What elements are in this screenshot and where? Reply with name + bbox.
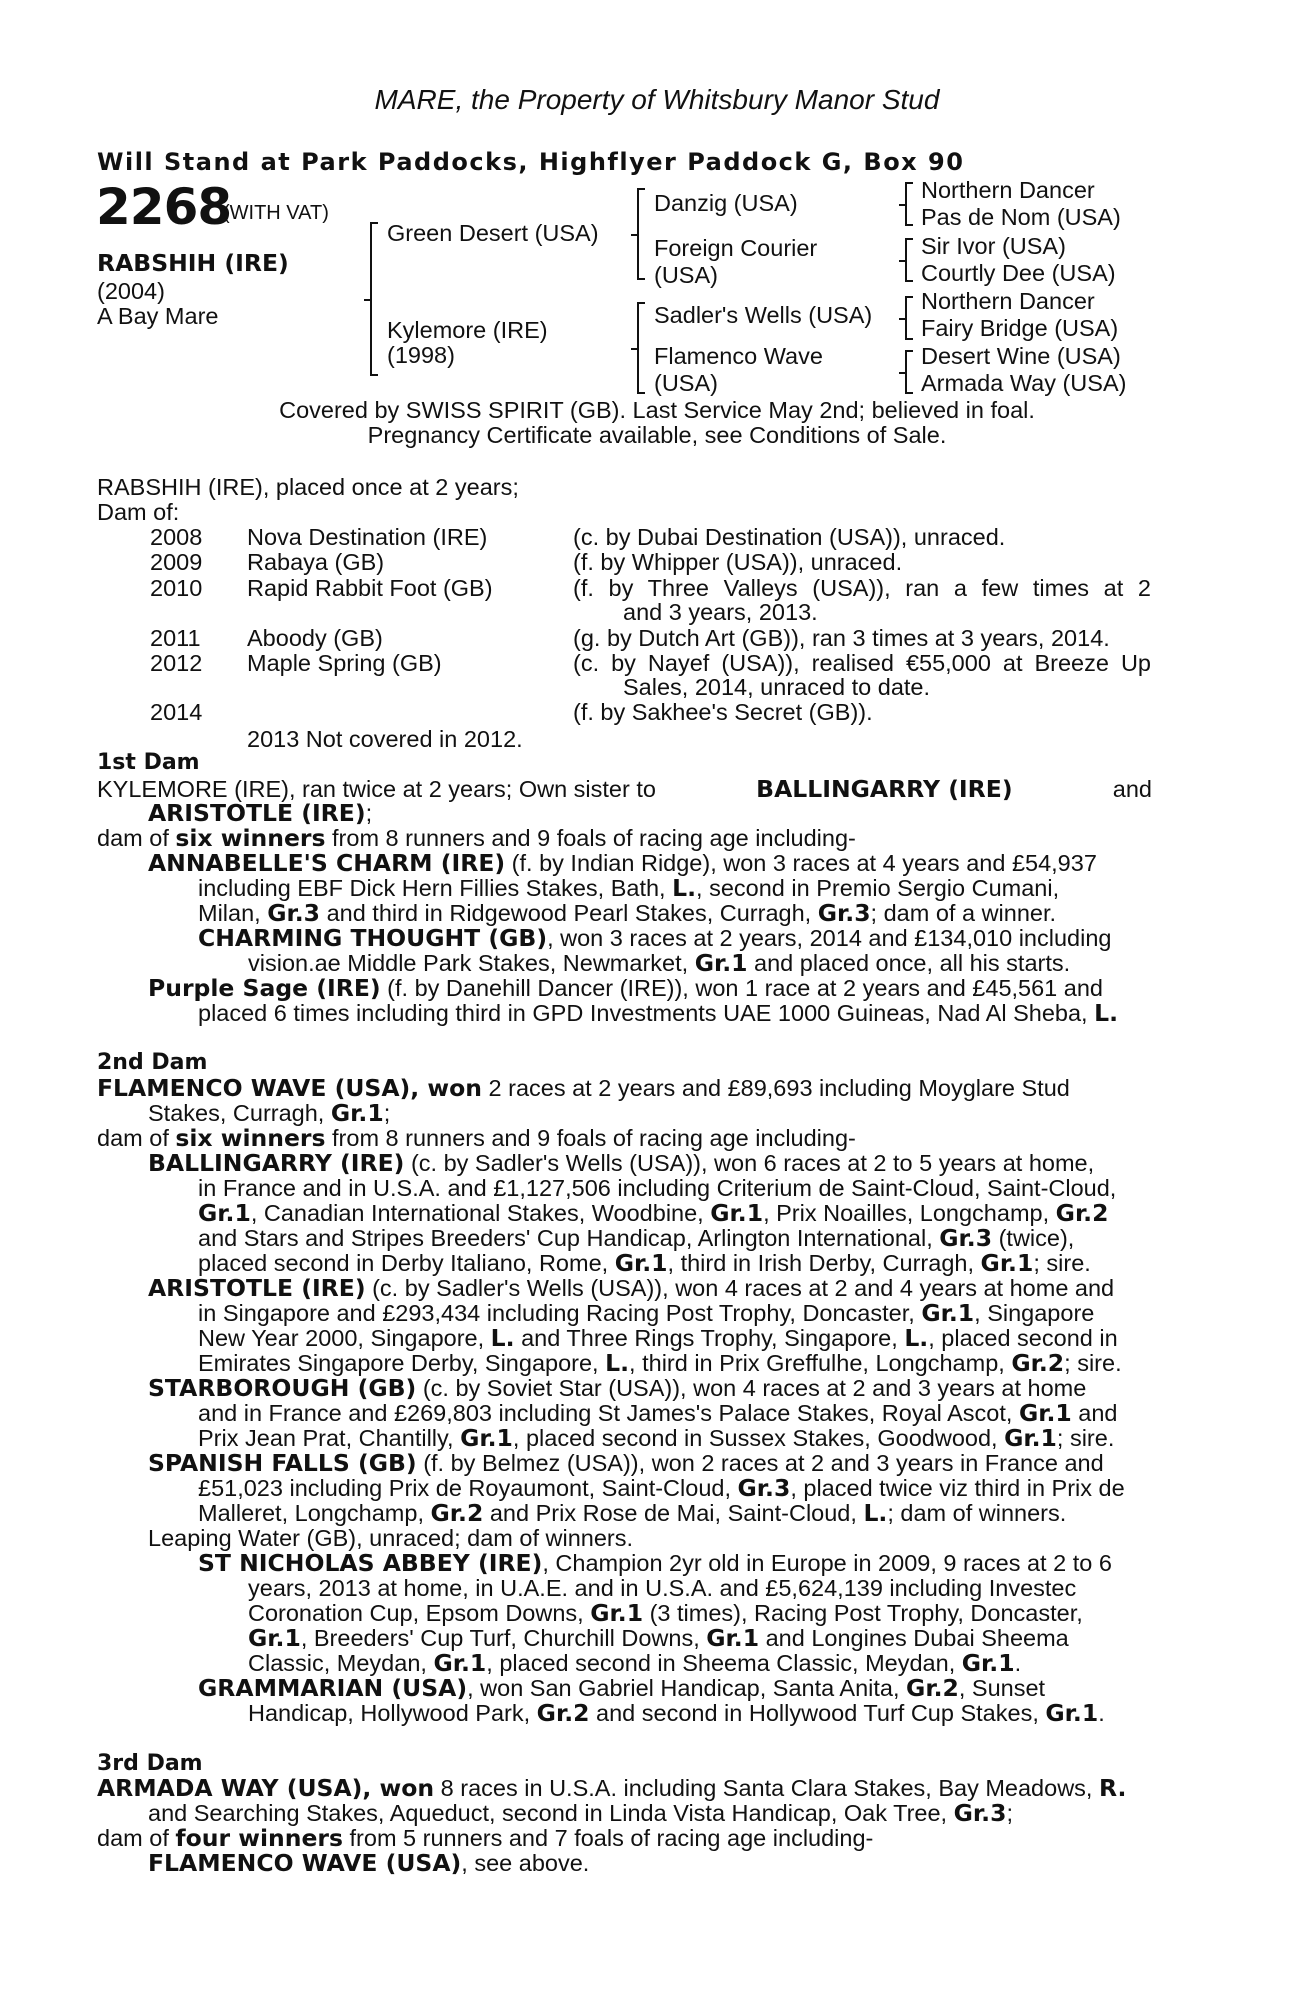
dam2-bold: Gr.1	[614, 1249, 668, 1277]
dam2-s-line1	[148, 1376, 1086, 1401]
dam1-line2	[148, 801, 372, 826]
dam2-text: and Longines Dubai Sheema	[765, 1625, 1069, 1651]
pedigree-dam: Kylemore (IRE)	[387, 317, 548, 343]
dam1-text: (f. by Danehill Dancer (IRE)), won 1 race at 2 years and £45,561 and	[387, 975, 1103, 1001]
dam2-b-line5	[198, 1251, 1091, 1276]
dam1-ann-line2	[198, 876, 1059, 901]
produce-year: 2011	[150, 625, 201, 651]
dam2-text: Coronation Cup, Epsom Downs,	[248, 1600, 584, 1626]
dam2-text: , placed second in Sheema Classic, Meydan,	[486, 1650, 956, 1676]
dam2-bold: Gr.2	[906, 1674, 959, 1702]
dam1-bold: L.	[1094, 999, 1119, 1027]
dam1-text: , second in Premio Sergio Cumani,	[696, 875, 1060, 901]
dam2-b-line4	[198, 1226, 1074, 1251]
dam2-bold: Gr.2	[1055, 1199, 1109, 1227]
produce-year: 2010	[150, 575, 203, 601]
produce-not-covered: 2013 Not covered in 2012.	[247, 726, 523, 752]
dam2-text: dam of	[97, 1125, 169, 1151]
dam3-line1	[97, 1776, 1126, 1801]
dam2-bold: Gr.2	[430, 1499, 484, 1527]
pedigree-dds: Desert Wine (USA)	[921, 343, 1121, 369]
dam2-text: .	[1014, 1650, 1022, 1676]
pedigree-brace	[905, 238, 913, 282]
dam2-text: and second in Hollywood Turf Cup Stakes,	[596, 1700, 1039, 1726]
pedigree-brace	[370, 222, 378, 376]
pedigree-dam-dam-2: (USA)	[654, 370, 718, 396]
pedigree-sire-sire: Danzig (USA)	[654, 190, 798, 216]
dam1-ps-line2	[198, 1001, 1118, 1026]
produce-dam-of: Dam of:	[97, 499, 180, 525]
section-heading-2nd-dam: 2nd Dam	[97, 1050, 208, 1075]
dam2-bold: Gr.3	[737, 1474, 791, 1502]
produce-name: Rabaya (GB)	[247, 549, 385, 575]
pedigree-sss: Northern Dancer	[921, 177, 1095, 203]
dam2-bold: Gr.1	[1018, 1399, 1072, 1427]
dam1-line3	[97, 826, 856, 851]
dam2-text: 2 races at 2 years and £89,693 including Moyglare Stud	[488, 1075, 1070, 1101]
dam2-sf-line3	[198, 1501, 1066, 1526]
dam2-text: , Sunset	[958, 1675, 1046, 1701]
dam2-g-line2	[248, 1701, 1105, 1726]
dam2-bold: Gr.1	[198, 1199, 251, 1227]
produce-details: (f. by Whipper (USA)), unraced.	[573, 549, 903, 575]
dam2-text: and in France and £269,803 including St James's Palace Stakes, Royal Ascot,	[198, 1400, 1013, 1426]
dam3-text: ;	[1006, 1800, 1013, 1826]
dam1-bold: BALLINGARRY (IRE)	[756, 775, 1013, 803]
dam2-leaping-water: Leaping Water (GB), unraced; dam of winners.	[148, 1525, 634, 1551]
dam2-bold: Gr.1	[980, 1249, 1034, 1277]
dam2-text: ;	[383, 1100, 391, 1126]
dam2-text: Emirates Singapore Derby, Singapore,	[198, 1350, 599, 1376]
dam2-a-line4	[198, 1351, 1122, 1376]
dam2-bold: Gr.1	[460, 1424, 513, 1452]
dam2-text: and	[1078, 1400, 1118, 1426]
dam2-bold: Gr.1	[433, 1649, 487, 1677]
dam2-b-line3	[198, 1201, 1108, 1226]
horse-description: A Bay Mare	[97, 303, 219, 329]
dam2-text: Classic, Meydan,	[248, 1650, 427, 1676]
dam2-text: , placed second in	[928, 1325, 1118, 1351]
dam2-text: , third in Prix Greffulhe, Longchamp,	[629, 1350, 1005, 1376]
dam3-bold: four winners	[175, 1824, 343, 1852]
dam3-text: , see above.	[461, 1850, 590, 1876]
dam3-text: and Searching Stakes, Aqueduct, second in Linda Vista Handicap, Oak Tree,	[148, 1800, 948, 1826]
dam2-bold: STARBOROUGH (GB)	[148, 1374, 417, 1402]
dam3-text: from 5 runners and 7 foals of racing age including-	[349, 1825, 874, 1851]
dam2-text: ; sire.	[1033, 1250, 1091, 1276]
dam2-bold: Gr.1	[921, 1299, 975, 1327]
dam1-text: placed 6 times including third in GPD Investments UAE 1000 Guineas, Nad Al Sheba,	[198, 1000, 1088, 1026]
pedigree-dam-sire: Sadler's Wells (USA)	[654, 302, 873, 328]
dam2-g-line1	[198, 1676, 1045, 1701]
dam2-bold: FLAMENCO WAVE (USA)	[97, 1074, 411, 1102]
dam1-ann-line3	[198, 901, 1056, 926]
dam2-bold: L.	[605, 1349, 630, 1377]
dam2-bold: Gr.2	[1011, 1349, 1065, 1377]
pedigree-sire: Green Desert (USA)	[387, 220, 599, 246]
dam2-text: New Year 2000, Singapore,	[198, 1325, 485, 1351]
pedigree-dss: Northern Dancer	[921, 288, 1095, 314]
pedigree-brace	[637, 302, 645, 394]
pedigree-dam-dam: Flamenco Wave	[654, 343, 823, 369]
dam2-text: and Stars and Stripes Breeders' Cup Handicap, Arlington International,	[198, 1225, 933, 1251]
dam2-text: placed second in Derby Italiano, Rome,	[198, 1250, 609, 1276]
dam1-bold: ANNABELLE'S CHARM (IRE)	[148, 849, 506, 877]
dam1-ann-line1	[148, 851, 1097, 876]
dam2-line3	[97, 1126, 856, 1151]
produce-year: 2012	[150, 650, 203, 676]
dam2-bold: Gr.2	[536, 1699, 590, 1727]
dam2-text: , third in Irish Derby, Curragh,	[667, 1250, 974, 1276]
produce-details: (g. by Dutch Art (GB)), ran 3 times at 3 years, 2014.	[573, 625, 1110, 651]
dam2-sn-line4	[248, 1626, 1069, 1651]
page-title: MARE, the Property of Whitsbury Manor Stud	[374, 84, 940, 115]
dam2-sf-line1	[148, 1451, 1104, 1476]
pedigree-sdd: Courtly Dee (USA)	[921, 260, 1116, 286]
dam3-bold: R.	[1098, 1774, 1127, 1802]
dam1-text: dam of	[97, 825, 169, 851]
dam1-bold: Gr.3	[267, 899, 321, 927]
dam2-text: , Champion 2yr old in Europe in 2009, 9 races at 2 to 6	[542, 1550, 1112, 1576]
dam2-text: , Prix Noailles, Longchamp,	[763, 1200, 1050, 1226]
dam3-line2	[148, 1801, 1013, 1826]
dam2-line2	[148, 1101, 390, 1126]
dam2-bold: ST NICHOLAS ABBEY (IRE)	[198, 1549, 543, 1577]
dam2-text: ; sire.	[1064, 1350, 1122, 1376]
dam2-text: Handicap, Hollywood Park,	[248, 1700, 531, 1726]
dam1-text: ; dam of a winner.	[870, 900, 1057, 926]
dam1-ps-line1	[148, 976, 1103, 1001]
produce-name: Aboody (GB)	[247, 625, 383, 651]
pedigree-sire-dam-2: (USA)	[654, 262, 718, 288]
dam2-bold: Gr.3	[939, 1224, 993, 1252]
dam2-bold: , won	[410, 1074, 482, 1102]
dam2-bold: SPANISH FALLS (GB)	[148, 1449, 417, 1477]
produce-details-cont: and 3 years, 2013.	[623, 599, 818, 625]
dam1-bold: CHARMING THOUGHT (GB)	[198, 924, 548, 952]
dam1-text: KYLEMORE (IRE), ran twice at 2 years; Own sister to	[97, 776, 656, 802]
dam2-text: ; sire.	[1056, 1425, 1115, 1451]
dam2-text: , placed second in Sussex Stakes, Goodwood,	[512, 1425, 998, 1451]
dam2-text: Malleret, Longchamp,	[198, 1500, 424, 1526]
dam2-text: , Breeders' Cup Turf, Churchill Downs,	[300, 1625, 700, 1651]
dam2-bold: Gr.1	[706, 1624, 760, 1652]
dam2-text: , Canadian International Stakes, Woodbine,	[250, 1200, 704, 1226]
dam2-text: and Three Rings Trophy, Singapore,	[521, 1325, 898, 1351]
dam1-bold: Purple Sage (IRE)	[148, 974, 381, 1002]
dam3-bold: , won	[362, 1774, 435, 1802]
dam2-bold: L.	[490, 1324, 515, 1352]
dam2-text: (c. by Soviet Star (USA)), won 4 races at 2 and 3 years at home	[422, 1375, 1087, 1401]
dam3-text: 8 races in U.S.A. including Santa Clara Stakes, Bay Meadows,	[440, 1775, 1093, 1801]
dam1-ct-line1	[198, 926, 1111, 951]
dam2-text: , won San Gabriel Handicap, Santa Anita,	[467, 1675, 900, 1701]
produce-year: 2014	[150, 699, 203, 725]
dam2-text: in Singapore and £293,434 including Racing Post Trophy, Doncaster,	[198, 1300, 915, 1326]
pedigree-brace	[637, 188, 645, 280]
dam2-text: , Singapore	[974, 1300, 1095, 1326]
dam1-ct-line2	[248, 951, 1070, 976]
dam2-sn-line2: years, 2013 at home, in U.A.E. and in U.S.A. and £5,624,139 including Investec	[248, 1575, 1077, 1601]
pedigree-ssd: Pas de Nom (USA)	[921, 204, 1121, 230]
section-heading-1st-dam: 1st Dam	[97, 750, 200, 775]
dam2-bold: GRAMMARIAN (USA)	[198, 1674, 468, 1702]
dam1-text: from 8 runners and 9 foals of racing age including-	[332, 825, 856, 851]
dam3-line4	[148, 1851, 589, 1876]
dam3-line3	[97, 1826, 873, 1851]
dam2-sn-line1	[198, 1551, 1112, 1576]
dam1-text: and third in Ridgewood Pearl Stakes, Curragh,	[326, 900, 812, 926]
dam2-a-line1	[148, 1276, 1114, 1301]
produce-year: 2009	[150, 549, 203, 575]
dam1-text: and	[1112, 776, 1152, 802]
stand-location: Will Stand at Park Paddocks, Highflyer Paddock G, Box 90	[97, 148, 965, 176]
dam1-text: (f. by Indian Ridge), won 3 races at 4 years and £54,937	[511, 850, 1097, 876]
dam2-text: (c. by Sadler's Wells (USA)), won 4 races at 2 and 4 years at home and	[372, 1275, 1115, 1301]
dam2-b-line1	[148, 1151, 1094, 1176]
lot-number: 2268	[96, 178, 232, 236]
dam2-bold: L.	[863, 1499, 888, 1527]
dam1-text: ;	[365, 800, 373, 826]
dam2-text: .	[1098, 1700, 1105, 1726]
dam3-bold: Gr.3	[953, 1799, 1007, 1827]
produce-name: Rapid Rabbit Foot (GB)	[247, 575, 493, 601]
horse-year: (2004)	[97, 278, 165, 304]
dam2-text: (f. by Belmez (USA)), won 2 races at 2 and 3 years in France and	[423, 1450, 1104, 1476]
vat-note: (WITH VAT)	[223, 202, 329, 224]
pregnancy-note: Pregnancy Certificate available, see Conditions of Sale.	[367, 422, 947, 448]
dam2-bold: Gr.1	[590, 1599, 644, 1627]
produce-details-cont: Sales, 2014, unraced to date.	[623, 674, 931, 700]
dam2-text: (c. by Sadler's Wells (USA)), won 6 races at 2 to 5 years at home,	[410, 1150, 1095, 1176]
dam1-bold: Gr.3	[817, 899, 871, 927]
pedigree-brace	[905, 182, 913, 226]
dam2-text: Stakes, Curragh,	[148, 1100, 325, 1126]
dam2-bold: six winners	[175, 1124, 326, 1152]
dam2-bold: Gr.1	[248, 1624, 301, 1652]
covered-note: Covered by SWISS SPIRIT (GB). Last Service May 2nd; believed in foal.	[279, 397, 1035, 423]
pedigree-brace	[905, 350, 913, 394]
dam1-text: Milan,	[198, 900, 261, 926]
pedigree-dam-year: (1998)	[387, 342, 455, 368]
dam3-bold: FLAMENCO WAVE (USA)	[148, 1849, 462, 1877]
dam2-sn-line5	[248, 1651, 1021, 1676]
dam2-text: (twice),	[998, 1225, 1075, 1251]
dam2-sn-line3	[248, 1601, 1083, 1626]
dam2-s-line3	[198, 1426, 1114, 1451]
dam3-bold: ARMADA WAY (USA)	[97, 1774, 363, 1802]
section-heading-3rd-dam: 3rd Dam	[97, 1751, 203, 1776]
dam1-text: , won 3 races at 2 years, 2014 and £134,010 including	[547, 925, 1112, 951]
pedigree-ddd: Armada Way (USA)	[921, 370, 1127, 396]
horse-name: RABSHIH (IRE)	[97, 249, 289, 277]
dam1-bold: six winners	[175, 824, 326, 852]
produce-year: 2008	[150, 524, 203, 550]
dam2-a-line3	[198, 1326, 1118, 1351]
dam3-text: dam of	[97, 1825, 169, 1851]
produce-details: (f. by Three Valleys (USA)), ran a few times at 2	[573, 575, 1151, 601]
dam2-bold: BALLINGARRY (IRE)	[148, 1149, 405, 1177]
produce-intro: RABSHIH (IRE), placed once at 2 years;	[97, 474, 519, 500]
dam1-text: vision.ae Middle Park Stakes, Newmarket,	[248, 950, 689, 976]
dam2-sf-line2	[198, 1476, 1125, 1501]
dam2-text: from 8 runners and 9 foals of racing age including-	[332, 1125, 856, 1151]
dam2-bold: Gr.1	[1004, 1424, 1057, 1452]
dam2-bold: Gr.1	[1045, 1699, 1099, 1727]
pedigree-brace	[905, 296, 913, 340]
dam2-bold: Gr.1	[330, 1099, 384, 1127]
pedigree-sire-dam: Foreign Courier	[654, 235, 818, 261]
produce-details: (f. by Sakhee's Secret (GB)).	[573, 699, 873, 725]
dam2-bold: Gr.1	[961, 1649, 1015, 1677]
dam1-text: and placed once, all his starts.	[754, 950, 1071, 976]
dam2-bold: L.	[904, 1324, 929, 1352]
dam2-text: , placed twice viz third in Prix de	[790, 1475, 1125, 1501]
dam2-text: ; dam of winners.	[887, 1500, 1067, 1526]
dam1-bold: Gr.1	[694, 949, 748, 977]
dam1-text: including EBF Dick Hern Fillies Stakes, Bath,	[198, 875, 666, 901]
pedigree-dsd: Fairy Bridge (USA)	[921, 315, 1119, 341]
dam2-bold: Gr.1	[710, 1199, 764, 1227]
produce-details: (c. by Nayef (USA)), realised €55,000 at Breeze Up	[573, 650, 1151, 676]
dam2-b-line2: in France and in U.S.A. and £1,127,506 including Criterium de Saint-Cloud, Saint-Cloud,	[198, 1175, 1117, 1201]
pedigree-sds: Sir Ivor (USA)	[921, 233, 1066, 259]
dam1-bold: L.	[672, 874, 697, 902]
dam2-a-line2	[198, 1301, 1094, 1326]
dam2-text: and Prix Rose de Mai, Saint-Cloud,	[489, 1500, 857, 1526]
dam2-line1	[97, 1076, 1070, 1101]
dam1-bold: ARISTOTLE (IRE)	[148, 799, 366, 827]
produce-name: Nova Destination (IRE)	[247, 524, 488, 550]
dam2-s-line2	[198, 1401, 1118, 1426]
produce-name: Maple Spring (GB)	[247, 650, 442, 676]
dam2-text: £51,023 including Prix de Royaumont, Saint-Cloud,	[198, 1475, 731, 1501]
produce-details: (c. by Dubai Destination (USA)), unraced.	[573, 524, 1006, 550]
dam2-text: (3 times), Racing Post Trophy, Doncaster,	[649, 1600, 1083, 1626]
dam2-text: Prix Jean Prat, Chantilly,	[198, 1425, 454, 1451]
dam2-bold: ARISTOTLE (IRE)	[148, 1274, 366, 1302]
